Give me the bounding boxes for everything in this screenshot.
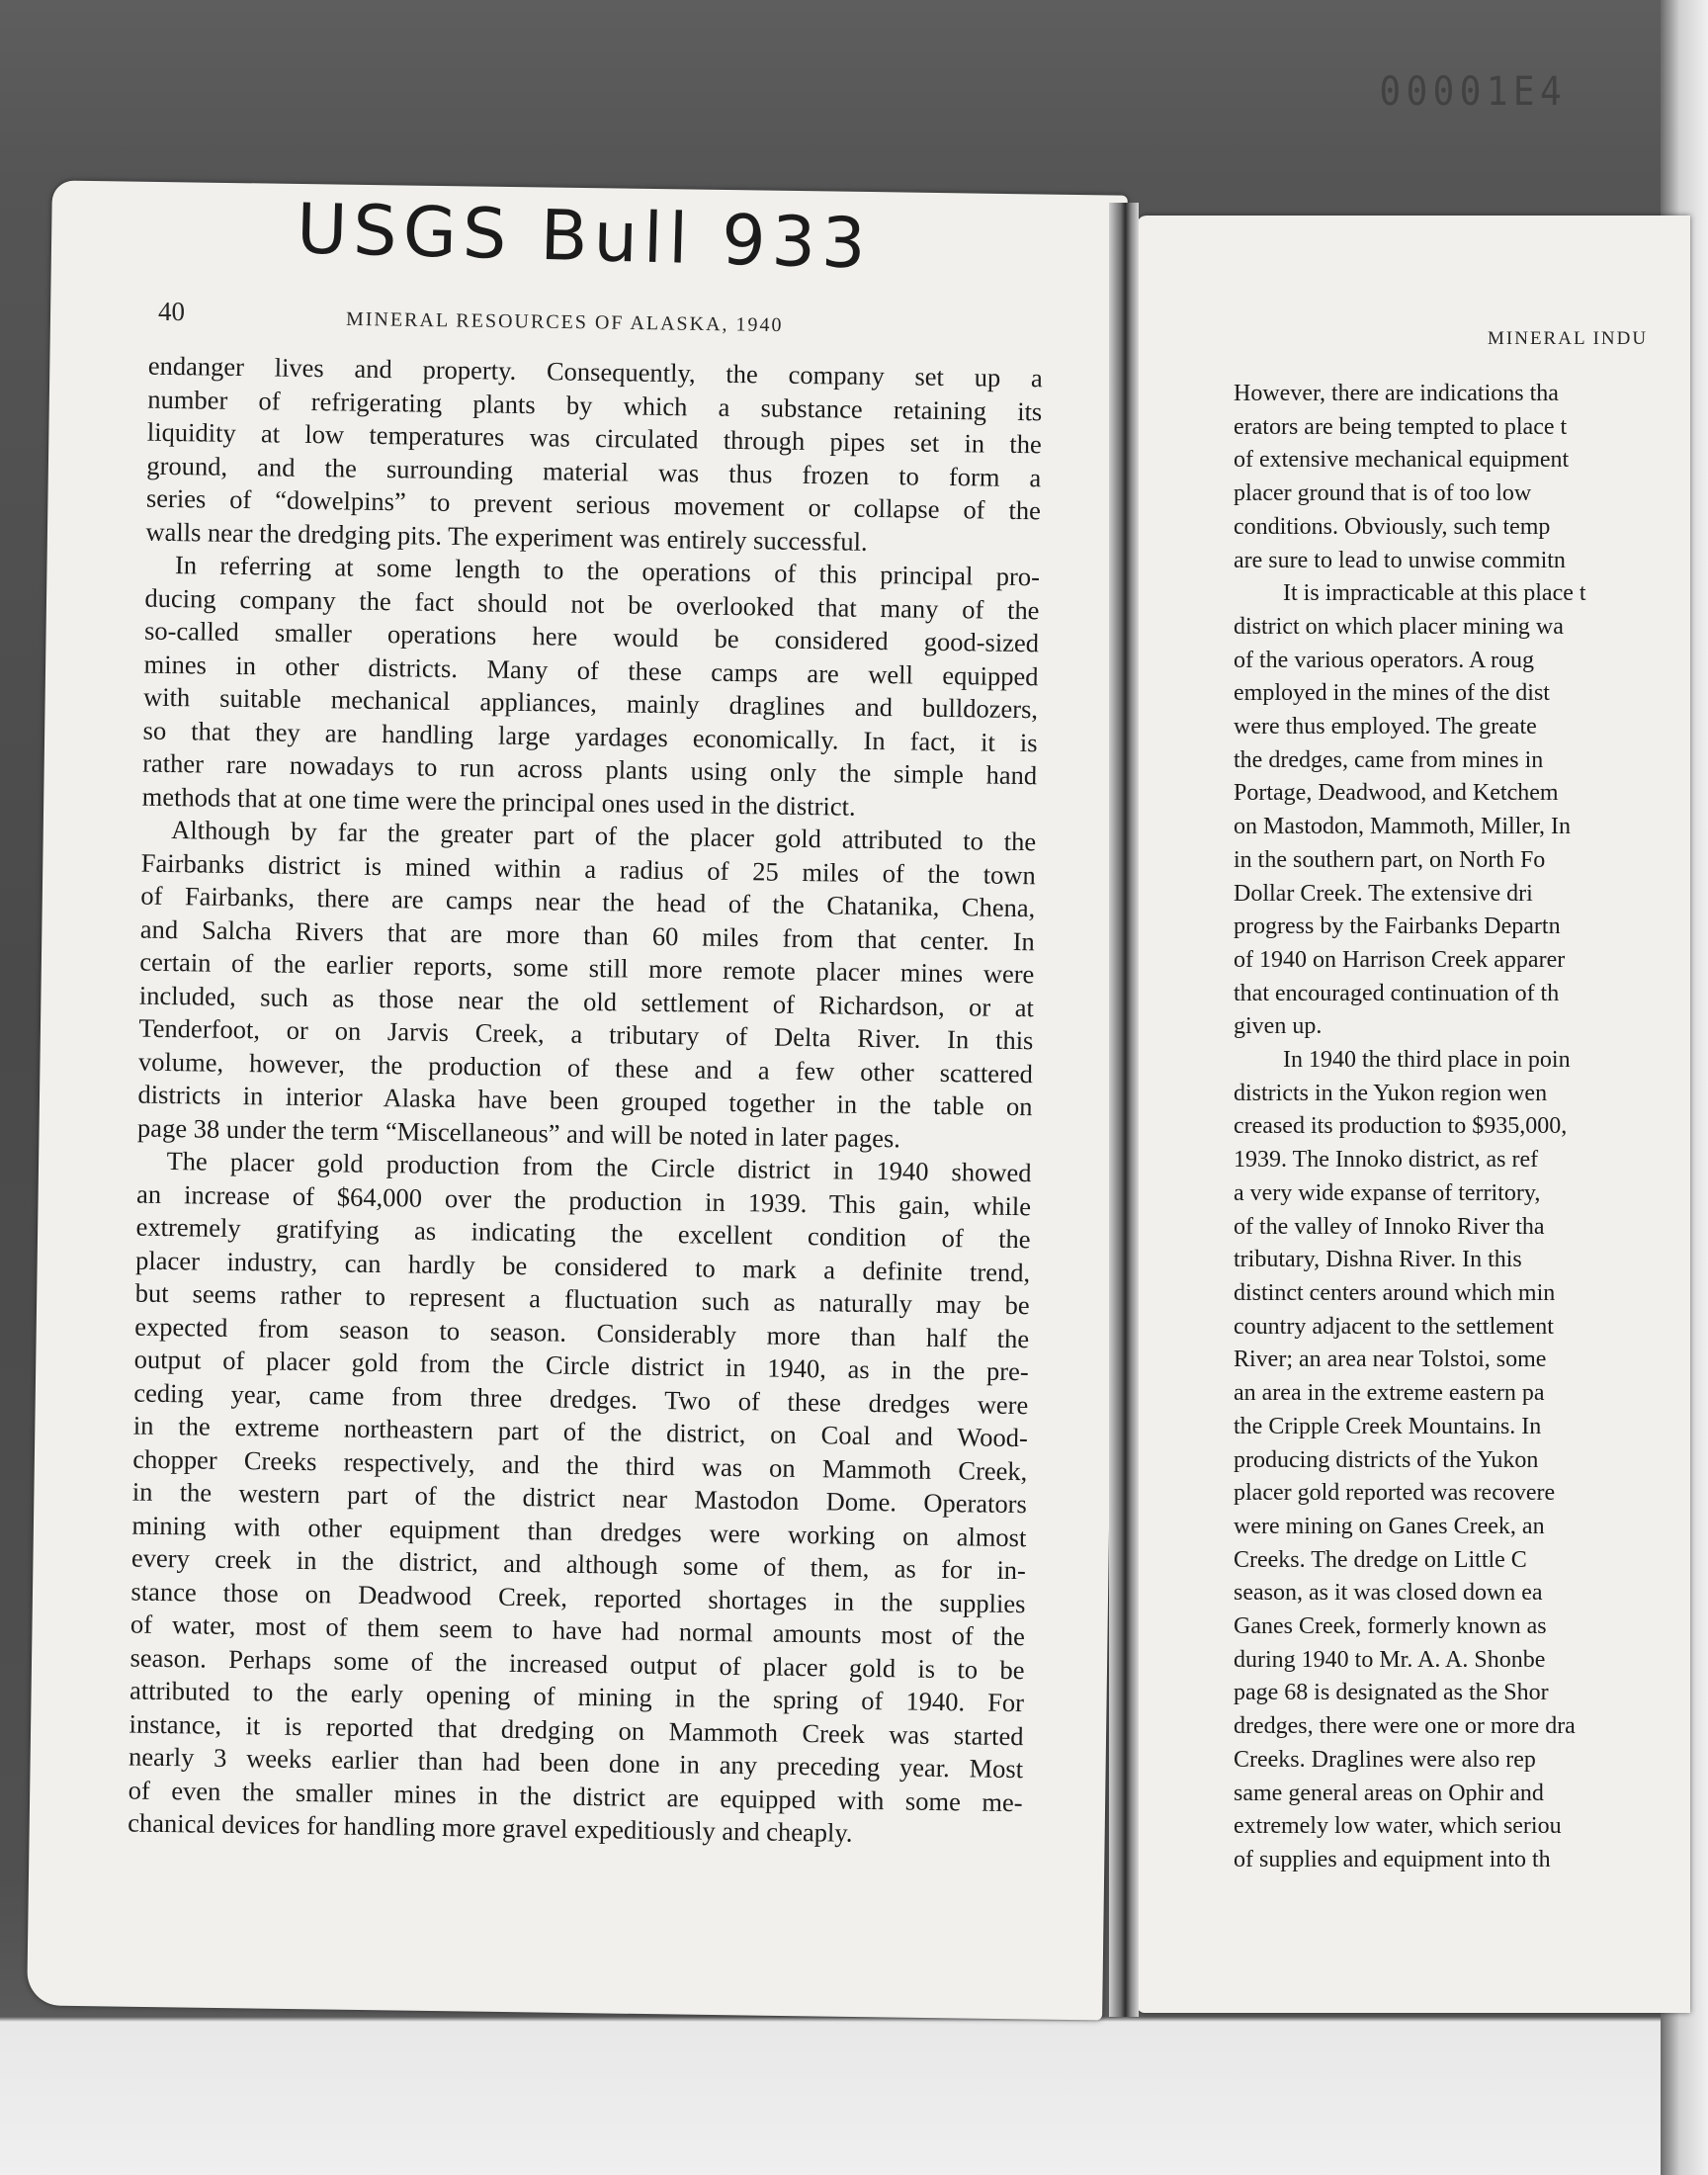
text-line: of 1940 on Harrison Creek apparer <box>1234 946 1566 973</box>
text-line: walls near the dredging pits. The experiment was entirely successful. <box>145 516 868 557</box>
text-line: given up. <box>1234 1013 1323 1040</box>
text-line: the Cripple Creek Mountains. In <box>1234 1413 1542 1439</box>
text-line: so-called smaller operations here would be considered good-sized <box>143 615 1040 658</box>
text-line: so that they are handling large yardages economically. In fact, it is <box>142 715 1038 757</box>
text-line: in the southern part, on North Fo <box>1234 846 1546 873</box>
text-line: placer ground that is of too low <box>1234 480 1532 507</box>
text-line: during 1940 to Mr. A. A. Shonbe <box>1234 1646 1546 1673</box>
text-line: in the extreme northeastern part of the district, on Coal and Wood- <box>132 1410 1028 1453</box>
text-line: series of “dowelpins” to prevent serious movement or collapse of the <box>145 482 1042 526</box>
text-line: district on which placer mining wa <box>1234 613 1564 640</box>
text-line: an area in the extreme eastern pa <box>1234 1380 1545 1407</box>
text-line: certain of the earlier reports, some still more remote placer mines were <box>139 946 1035 990</box>
text-line: Creeks. The dredge on Little C <box>1234 1546 1527 1573</box>
text-line: season. Perhaps some of the increased output of placer gold is to be <box>129 1642 1025 1685</box>
text-line: placer gold reported was recovere <box>1234 1480 1556 1507</box>
page-number: 40 <box>158 297 185 326</box>
text-line: chanical devices for handling more gravel expeditiously and cheaply. <box>128 1807 853 1848</box>
text-line: ground, and the surrounding material was thus frozen to form a <box>146 450 1042 492</box>
text-line: a very wide expanse of territory, <box>1234 1179 1541 1206</box>
text-line: mining with other equipment than dredges were working on almost <box>131 1510 1027 1552</box>
text-line: country adjacent to the settlement <box>1234 1313 1554 1340</box>
text-line: extremely gratifying as indicating the excellent condition of the <box>135 1211 1031 1255</box>
text-line: employed in the mines of the dist <box>1234 680 1550 707</box>
text-line: attributed to the early opening of mining in the spring of 1940. For <box>128 1675 1025 1718</box>
text-line: of the various operators. A roug <box>1234 647 1534 673</box>
text-line: included, such as those near the old settlement of Richardson, or at <box>138 980 1035 1022</box>
text-line: the dredges, came from mines in <box>1234 746 1544 773</box>
text-line: producing districts of the Yukon <box>1234 1446 1539 1473</box>
text-line: were mining on Ganes Creek, an <box>1234 1513 1545 1539</box>
text-line: volume, however, the production of these and a few other scattered <box>137 1046 1034 1088</box>
text-line: were thus employed. The greate <box>1234 714 1537 740</box>
running-head: MINERAL RESOURCES OF ALASKA, 1940 <box>345 307 784 337</box>
text-line: of Fairbanks, there are camps near the head of the Chatanika, Chena, <box>140 880 1036 923</box>
text-line: that encouraged continuation of th <box>1234 980 1560 1006</box>
text-line: Ganes Creek, formerly known as <box>1234 1613 1547 1640</box>
text-line: extremely low water, which seriou <box>1234 1813 1562 1840</box>
text-line: Tenderfoot, or on Jarvis Creek, a tributary of Delta River. In this <box>138 1012 1034 1056</box>
text-line: stance those on Deadwood Creek, reported shortages in the supplies <box>130 1576 1026 1618</box>
text-line: creased its production to $935,000, <box>1234 1113 1568 1140</box>
text-line: districts in the Yukon region wen <box>1234 1080 1548 1106</box>
text-line: In referring at some length to the operations of this principal pro- <box>174 550 1041 592</box>
text-line: same general areas on Ophir and <box>1234 1780 1544 1806</box>
left-page-body-text <box>128 350 1043 1853</box>
text-line: season, as it was closed down ea <box>1234 1580 1543 1607</box>
text-line: are sure to lead to unwise commitn <box>1234 547 1566 573</box>
text-line: erators are being tempted to place t <box>1234 413 1568 440</box>
text-line: placer industry, can hardly be considered to mark a definite trend, <box>134 1245 1031 1287</box>
text-line: number of refrigerating plants by which a substance retaining its <box>147 384 1043 426</box>
text-line: expected from season to season. Considerably more than half the <box>134 1311 1030 1353</box>
text-line: Creeks. Draglines were also rep <box>1234 1746 1536 1773</box>
running-head-right: MINERAL INDU <box>1488 328 1649 349</box>
text-line: It is impracticable at this place t <box>1283 580 1586 607</box>
text-line: of extensive mechanical equipment <box>1234 447 1570 474</box>
text-line: The placer gold production from the Circle district in 1940 showed <box>166 1146 1032 1188</box>
text-line: instance, it is reported that dredging on Mammoth Creek was started <box>128 1708 1024 1751</box>
text-line: of water, most of them seem to have had normal amounts most of the <box>129 1609 1026 1652</box>
text-line: output of placer gold from the Circle district in 1940, as in the pre- <box>133 1344 1029 1387</box>
text-line: dredges, there were one or more dra <box>1234 1713 1576 1740</box>
text-line: in the western part of the district near Mastodon Dome. Operators <box>131 1476 1028 1520</box>
text-line: 1939. The Innoko district, as ref <box>1234 1147 1539 1174</box>
text-line: ceding year, came from three dredges. Two of these dredges were <box>133 1377 1029 1420</box>
text-line: of the valley of Innoko River tha <box>1234 1213 1545 1240</box>
handwritten-note: USGS Bull 933 <box>296 188 873 285</box>
book-gutter <box>1109 203 1139 2017</box>
text-line: of even the smaller mines in the district are equipped with some me- <box>128 1775 1023 1817</box>
text-line: endanger lives and property. Consequently, the company set up a <box>147 350 1043 393</box>
text-line: Although by far the greater part of the placer gold attributed to the <box>171 815 1037 857</box>
text-line: but seems rather to represent a fluctuation such as naturally may be <box>134 1277 1030 1321</box>
text-line: River; an area near Tolstoi, some <box>1234 1347 1547 1373</box>
text-line: rather rare nowadays to run across plants using only the simple hand <box>141 747 1038 791</box>
text-line: In 1940 the third place in poin <box>1283 1047 1571 1074</box>
text-line: page 68 is designated as the Shor <box>1234 1680 1549 1706</box>
text-line: Dollar Creek. The extensive dri <box>1234 880 1533 907</box>
text-line: every creek in the district, and although some of them, as for in- <box>130 1542 1027 1586</box>
text-line: with suitable mechanical appliances, mainly draglines and bulldozers, <box>142 681 1039 725</box>
text-line: on Mastodon, Mammoth, Miller, In <box>1234 814 1572 840</box>
archive-stamp: 00001E4 <box>1379 69 1568 115</box>
text-line: an increase of $64,000 over the production in 1939. This gain, while <box>135 1178 1032 1221</box>
text-line: progress by the Fairbanks Departn <box>1234 914 1561 940</box>
text-line: Fairbanks district is mined within a radius of 25 miles of the town <box>140 847 1036 890</box>
text-line: mines in other districts. Many of these camps are well equipped <box>143 649 1039 691</box>
text-line: nearly 3 weeks earlier than had been done in any preceding year. Most <box>128 1741 1024 1784</box>
text-line: methods that at one time were the principal ones used in the district. <box>141 781 856 822</box>
text-line: districts in interior Alaska have been grouped together in the table on <box>137 1079 1033 1122</box>
text-line: chopper Creeks respectively, and the third was on Mammoth Creek, <box>132 1443 1028 1486</box>
text-line: page 38 under the term “Miscellaneous” and will be noted in later pages. <box>136 1112 901 1153</box>
text-line: distinct centers around which min <box>1234 1279 1556 1306</box>
text-line: conditions. Obviously, such temp <box>1234 513 1551 540</box>
text-line: of supplies and equipment into th <box>1234 1846 1551 1872</box>
right-page-body-text <box>1234 378 1680 1877</box>
text-line: ducing company the fact should not be overlooked that many of the <box>144 582 1040 625</box>
text-line: liquidity at low temperatures was circulated through pipes set in the <box>146 416 1043 460</box>
text-line: Portage, Deadwood, and Ketchem <box>1234 780 1559 807</box>
text-line: However, there are indications tha <box>1234 381 1559 406</box>
text-line: and Salcha Rivers that are more than 60 miles from that center. In <box>139 914 1035 956</box>
text-line: tributary, Dishna River. In this <box>1234 1247 1522 1273</box>
